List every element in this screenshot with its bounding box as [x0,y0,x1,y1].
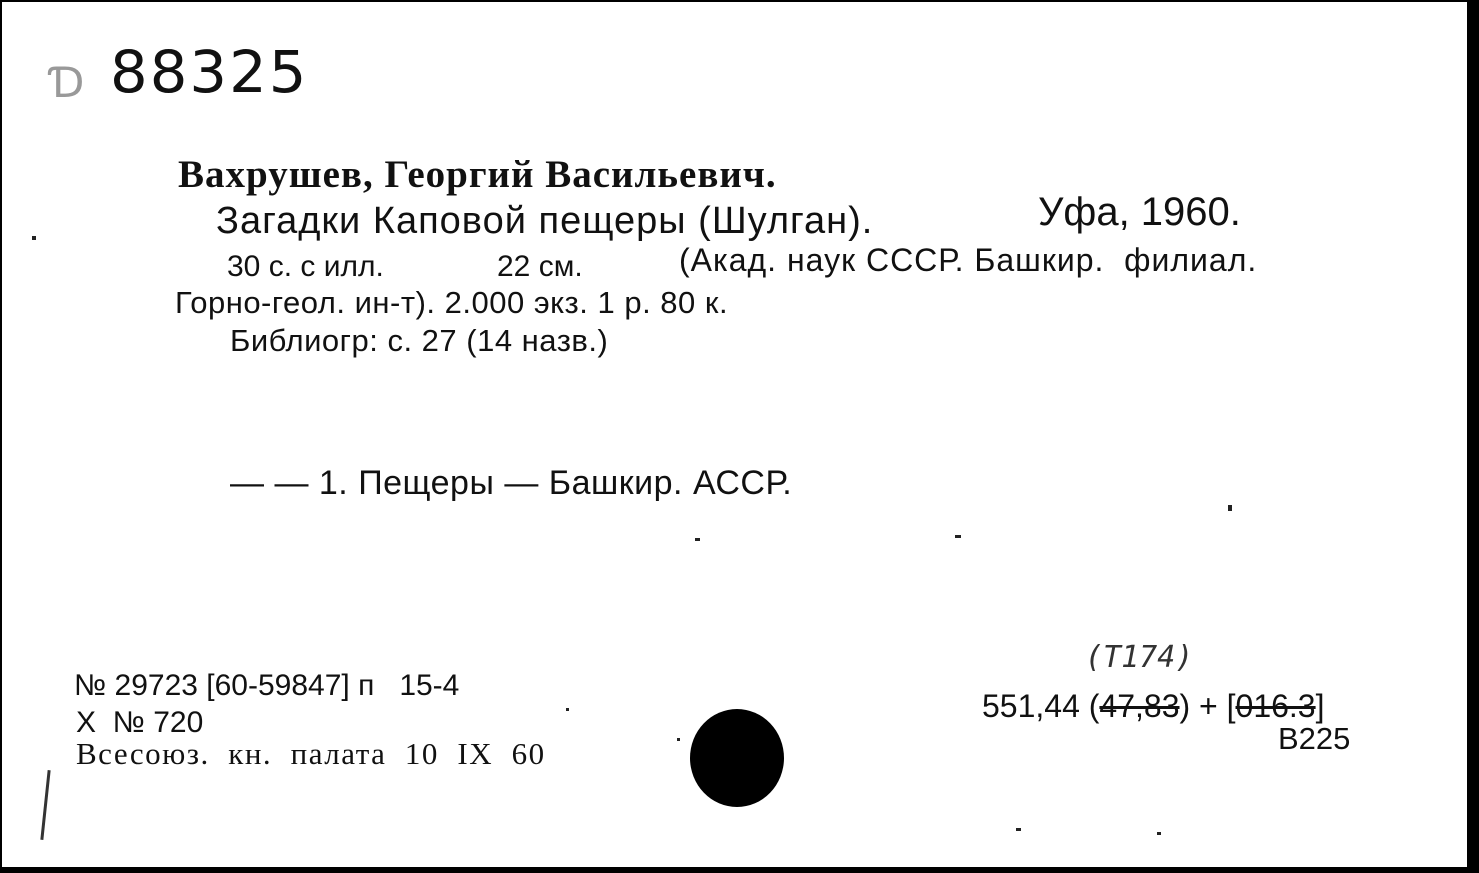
book-chamber-line: Всесоюз. кн. палата 10 IX 60 [76,736,546,771]
series-info: (Акад. наук СССР. Башкир. филиал. [679,242,1258,278]
speck [695,538,700,541]
card-right-edge [1467,0,1479,873]
speck [1016,828,1021,831]
size-info: 22 см. [497,250,583,283]
book-title: Загадки Каповой пещеры (Шулган). [216,200,874,242]
handwritten-note: (Т174) [1085,640,1194,675]
pages-info: 30 с. с илл. [227,250,384,283]
speck [32,236,36,240]
shelf-number: 88325 [110,38,309,106]
speck [566,708,569,711]
udc-plus: ) + [ [1179,688,1236,724]
udc-struck-value: 016.3 [1235,688,1316,724]
author-heading: Вахрушев, Георгий Васильевич. [178,153,777,196]
call-code: B225 [1278,721,1351,756]
place-year: Уфа, 1960. [1038,190,1241,234]
speck [677,738,680,741]
stamp-mark: Ɗ [50,58,85,107]
speck [1157,832,1161,835]
card-top-edge [0,0,1479,2]
udc-paren-value: 47,83 [1099,688,1180,724]
card-bottom-edge [0,867,1479,873]
udc-close: ] [1315,688,1325,724]
udc-main: 551,44 ( [982,688,1100,724]
x-number: X № 720 [76,706,204,739]
udc-classification [982,688,1324,725]
punch-hole [690,709,784,807]
series-continuation: Горно-геол. ин-т). 2.000 экз. 1 р. 80 к. [175,285,729,320]
pencil-mark [40,770,50,840]
speck [1228,505,1232,511]
card-left-edge [0,0,2,873]
speck [955,535,961,538]
subject-heading: — — 1. Пещеры — Башкир. АССР. [230,464,793,502]
record-number: № 29723 [60-59847] п 15-4 [74,669,460,702]
bibliography-note: Библиогр: с. 27 (14 назв.) [230,323,609,358]
